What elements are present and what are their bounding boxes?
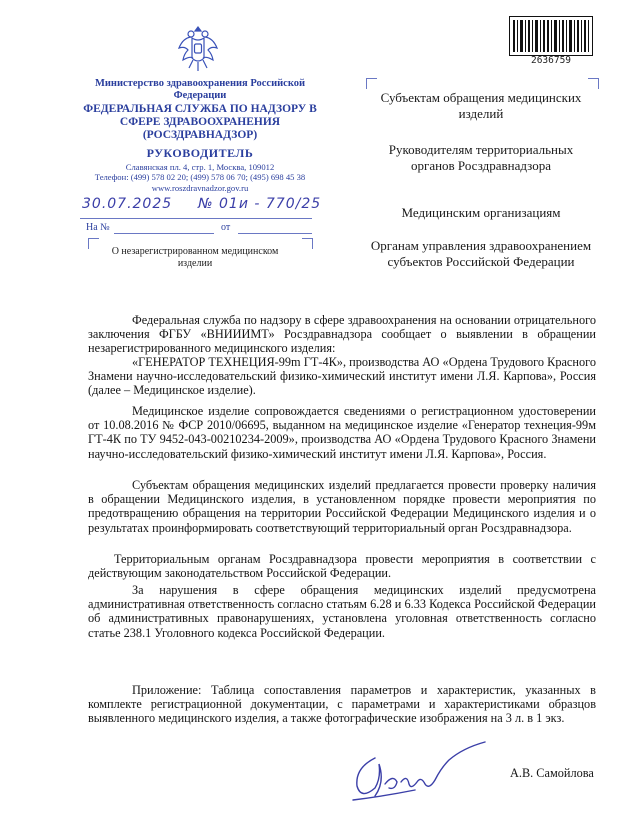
addressee-item: Медицинским организациям bbox=[401, 205, 561, 220]
ref-date-line bbox=[238, 233, 312, 234]
paragraph-text: Субъектам обращения медицинских изделий предлагается провести проверку наличия в обращении Медицинского изделия, в установленном порядке провести мероприятия по предотвращению обращения на территории Российской Федерации Медицинского изделия и о результатах проинформировать соответствующий территориальный орган Росздравнадзора. bbox=[88, 478, 596, 535]
website-line: www.roszdravnadzor.gov.ru bbox=[151, 182, 249, 193]
head-title: РУКОВОДИТЕЛЬ bbox=[146, 146, 254, 160]
paragraph-text: «ГЕНЕРАТОР ТЕХНЕЦИЯ-99m ГТ-4К», производства АО «Ордена Трудового Красного Знамени научно-исследовательский физико-химический институт имени Л.Я. Карпова», Россия (далее – Медицинское изделие). bbox=[88, 355, 596, 398]
contact-block bbox=[52, 162, 348, 193]
body-paragraph bbox=[88, 313, 596, 356]
body-paragraph bbox=[88, 355, 596, 398]
handwritten-signature-icon bbox=[345, 738, 495, 808]
paragraph-text: За нарушения в сфере обращения медицинских изделий предусмотрена административная ответственность согласно статьям 6.28 и 6.33 Кодекса Российской Федерации об административных правонарушениях, установлена уголовная ответственность согласно статье 238.1 Уголовного кодекса Российской Федерации. bbox=[88, 583, 596, 640]
addressee-item: Руководителям территориальных органов Росздравнадзора bbox=[388, 142, 574, 173]
subject-line: О незарегистрированном медицинском изделии bbox=[111, 246, 279, 269]
outgoing-registration bbox=[78, 196, 338, 220]
body-paragraph bbox=[88, 478, 596, 535]
ref-number-label: На № bbox=[86, 222, 110, 233]
body-paragraph bbox=[88, 552, 596, 580]
body-paragraph bbox=[88, 583, 596, 640]
signer-name: А.В. Самойлова bbox=[510, 766, 594, 780]
address-line: Славянская пл. 4, стр. 1, Москва, 109012 bbox=[125, 162, 275, 172]
handwritten-date: 30.07.2025 bbox=[82, 196, 173, 212]
addressee-item: Субъектам обращения медицинских изделий bbox=[380, 90, 582, 121]
barcode-number: 2636759 bbox=[530, 55, 572, 66]
bracket-corner bbox=[588, 78, 599, 89]
paragraph-text: Федеральная служба по надзору в сфере здравоохранения на основании отрицательного заключения ФГБУ «ВНИИИМТ» Росздравнадзора сообщает о выявлении в обращении незарегистрированного медицинского изделия: bbox=[88, 313, 596, 356]
date-underline bbox=[80, 218, 312, 219]
handwritten-number: № 01и - 770/25 bbox=[198, 196, 322, 212]
body-paragraph bbox=[88, 404, 596, 461]
bracket-corner bbox=[366, 78, 377, 89]
paragraph-text: Приложение: Таблица сопоставления параметров и характеристик, указанных в комплекте регистрационной документации, с параметрами и характеристиками образцов выявленного медицинского изделия, а также фотографические изображения на 3 л. в 1 экз. bbox=[88, 683, 596, 726]
ref-number-line bbox=[114, 233, 214, 234]
phone-line: Телефон: (499) 578 02 20; (499) 578 06 70; (495) 698 45 38 bbox=[94, 172, 306, 183]
ministry-name: Министерство здравоохранения Российской Федерации bbox=[94, 78, 306, 101]
attachment-paragraph bbox=[88, 683, 596, 726]
paragraph-text: Территориальным органам Росздравнадзора провести мероприятия в соответствии с действующим законодательством Российской Федерации. bbox=[88, 552, 596, 581]
coat-of-arms-icon bbox=[175, 24, 221, 74]
bracket-corner bbox=[88, 238, 99, 249]
ref-date-label: от bbox=[221, 222, 231, 233]
paragraph-text: Медицинское изделие сопровождается сведениями о регистрационном удостоверении от 10.08.2016 № ФСР 2010/06695, выданном на медицинское изделие «Генератор технеция-99м ГТ-4К по ТУ 9452-043-00210234-2009», производства АО «Ордена Трудового Красного Знамени научно-исследовательский физико-химический институт имени Л.Я. Карпова», Россия. bbox=[88, 404, 596, 461]
bracket-corner bbox=[302, 238, 313, 249]
addressee-item: Органам управления здравоохранением субъектов Российской Федерации bbox=[370, 238, 592, 269]
service-name: ФЕДЕРАЛЬНАЯ СЛУЖБА ПО НАДЗОРУ В СФЕРЕ ЗДРАВООХРАНЕНИЯ (РОСЗДРАВНАДЗОР) bbox=[83, 103, 317, 141]
barcode bbox=[509, 16, 593, 56]
